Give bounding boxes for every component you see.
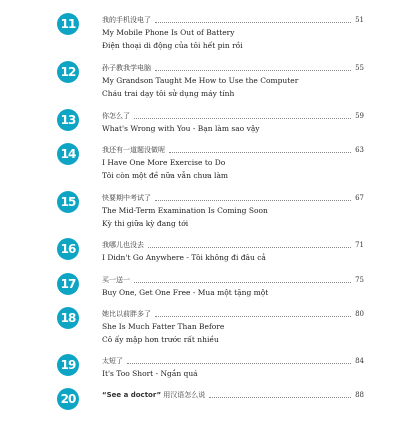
english-title: What's Wrong with You - Bạn làm sao vậy (102, 124, 260, 133)
entry-title-row (102, 191, 364, 205)
entry-title-row (102, 273, 364, 287)
chinese-title-text: 用汉语怎么说 (163, 391, 206, 399)
page-number: 84 (355, 357, 364, 365)
page-number: 88 (355, 391, 364, 399)
page-number: 80 (355, 310, 364, 318)
page-number: 67 (355, 194, 364, 202)
toc-entry-11[interactable] (60, 13, 364, 57)
vietnamese-title: Cô ấy mập hơn trước rất nhiều (102, 335, 219, 344)
dot-leader (155, 200, 351, 201)
page-number: 51 (355, 16, 364, 24)
english-title: Buy One, Get One Free - Mua một tặng một (102, 288, 269, 297)
lesson-number-badge: 15 (57, 191, 79, 213)
entry-title-row (102, 13, 364, 27)
page-number: 71 (355, 241, 364, 249)
chinese-title: 快要期中考试了 (102, 194, 151, 202)
lesson-number-badge: 16 (57, 238, 79, 260)
toc-entry-20[interactable] (60, 388, 364, 432)
entry-title-row (102, 109, 364, 123)
chinese-title: 她比以前胖多了 (102, 310, 151, 318)
chinese-title (102, 390, 205, 400)
lesson-number-badge: 17 (57, 273, 79, 295)
dot-leader (155, 316, 351, 317)
vietnamese-title: Điện thoại di động của tôi hết pin rồi (102, 41, 243, 50)
lesson-number-badge: 18 (57, 307, 79, 329)
vietnamese-title: Kỳ thi giữa kỳ đang tới (102, 219, 189, 228)
english-title: She Is Much Fatter Than Before (102, 322, 225, 331)
page-number: 55 (355, 64, 364, 72)
lesson-number-badge: 14 (57, 143, 79, 165)
dot-leader (148, 247, 351, 248)
page-number: 63 (355, 146, 364, 154)
english-title: I Didn't Go Anywhere - Tôi không đi đâu cả (102, 253, 266, 262)
dot-leader (127, 363, 351, 364)
toc-entry-12[interactable] (60, 61, 364, 105)
dot-leader (209, 397, 351, 398)
lesson-number-badge: 11 (57, 13, 79, 35)
vietnamese-title: Tôi còn một đề nữa vẫn chưa làm (102, 171, 229, 180)
entry-title-row (102, 307, 364, 321)
dot-leader (155, 22, 351, 23)
chinese-title: 我哪儿也没去 (102, 241, 144, 249)
page-number: 75 (355, 276, 364, 284)
chinese-title: 孙子教我学电脑 (102, 64, 151, 72)
english-title: It's Too Short - Ngắn quá (102, 369, 198, 378)
page-number: 59 (355, 112, 364, 120)
lesson-number-badge: 19 (57, 354, 79, 376)
toc-entry-15[interactable] (60, 191, 364, 235)
toc-entry-14[interactable] (60, 143, 364, 187)
lesson-number-badge: 12 (57, 61, 79, 83)
dot-leader (169, 152, 351, 153)
chinese-title: 太短了 (102, 357, 123, 365)
entry-title-row (102, 354, 364, 368)
chinese-title: 买一送一 (102, 276, 130, 284)
entry-title-row (102, 238, 364, 252)
lesson-number-badge: 20 (57, 388, 79, 410)
lesson-number-badge: 13 (57, 109, 79, 131)
dot-leader (134, 118, 351, 119)
chinese-title: 我还有一道题没做呢 (102, 146, 165, 154)
english-title: The Mid-Term Examination Is Coming Soon (102, 206, 268, 215)
english-title: I Have One More Exercise to Do (102, 158, 226, 167)
dot-leader (134, 282, 351, 283)
chinese-title: 你怎么了 (102, 112, 130, 120)
entry-title-row (102, 61, 364, 75)
toc-entry-18[interactable] (60, 307, 364, 351)
chinese-title: 我的手机没电了 (102, 16, 151, 24)
entry-title-row (102, 143, 364, 157)
english-title: My Mobile Phone Is Out of Battery (102, 28, 235, 37)
vietnamese-title: Cháu trai dạy tôi sử dụng máy tính (102, 89, 235, 98)
english-phrase: “See a doctor” (102, 391, 162, 399)
english-title: My Grandson Taught Me How to Use the Computer (102, 76, 299, 85)
dot-leader (155, 70, 351, 71)
